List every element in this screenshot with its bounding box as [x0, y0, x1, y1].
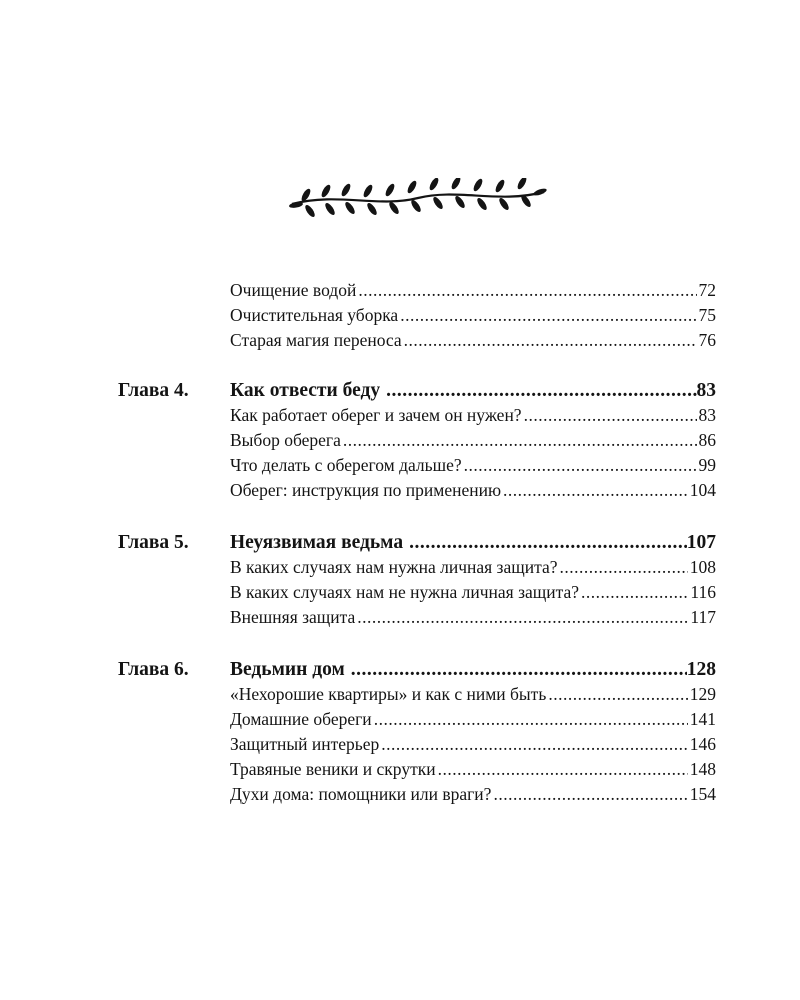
toc-item — [230, 784, 716, 808]
toc-item — [230, 557, 716, 581]
dot-leader — [386, 380, 696, 402]
toc-item — [230, 684, 716, 708]
toc-item-title: Старая магия переноса — [230, 330, 402, 350]
dot-leader — [493, 784, 687, 805]
dot-leader — [374, 709, 688, 730]
toc-item-page: 72 — [698, 280, 716, 300]
toc-item-page: 75 — [698, 305, 716, 325]
toc-item-title: Внешняя защита — [230, 607, 356, 627]
toc-item-page: 104 — [689, 480, 716, 500]
toc-item-page: 117 — [690, 607, 716, 627]
toc-item-title: «Нехорошие квартиры» и как с ними быть — [230, 684, 547, 704]
toc-item-title: Выбор оберега — [230, 430, 341, 450]
chapter-title: Как отвести беду — [230, 380, 381, 401]
toc-item-page: 146 — [689, 734, 716, 754]
toc-item — [230, 709, 716, 733]
toc-item-page: 148 — [689, 759, 716, 779]
chapter-title: Ведьмин дом — [230, 659, 345, 680]
dot-leader — [357, 607, 688, 628]
toc-item-title: Оберег: инструкция по применению — [230, 480, 502, 500]
laurel-ornament-icon — [288, 178, 548, 222]
chapter-heading — [230, 380, 716, 404]
dot-leader — [438, 759, 688, 780]
toc-item-page: 83 — [698, 405, 716, 425]
toc-item — [230, 455, 716, 479]
toc-item — [230, 280, 716, 304]
toc-item — [230, 582, 716, 606]
chapter-page: 107 — [686, 532, 716, 553]
toc-item — [230, 305, 716, 329]
toc-item-page: 99 — [698, 455, 716, 475]
toc-item-title: Очищение водой — [230, 280, 357, 300]
dot-leader — [358, 280, 696, 301]
dot-leader — [343, 430, 697, 451]
dot-leader — [464, 455, 697, 476]
chapter-heading — [230, 532, 716, 556]
toc-item-page: 154 — [689, 784, 716, 804]
dot-leader — [351, 659, 687, 681]
dot-leader — [409, 532, 687, 554]
dot-leader — [559, 557, 687, 578]
toc-item — [230, 480, 716, 504]
dot-leader — [404, 330, 697, 351]
toc-item-title: Духи дома: помощники или враги? — [230, 784, 492, 804]
dot-leader — [524, 405, 697, 426]
dot-leader — [503, 480, 688, 501]
chapter-title: Неуязвимая ведьма — [230, 532, 404, 553]
chapter-label: Глава 5. — [118, 532, 189, 553]
chapter-page: 128 — [686, 659, 716, 680]
toc-item — [230, 759, 716, 783]
toc-item — [230, 405, 716, 429]
toc-item — [230, 734, 716, 758]
dot-leader — [548, 684, 687, 705]
chapter-label: Глава 6. — [118, 659, 189, 680]
toc-item-page: 108 — [689, 557, 716, 577]
toc-item-title: Что делать с оберегом дальше? — [230, 455, 462, 475]
chapter-label: Глава 4. — [118, 380, 189, 401]
toc-item-page: 141 — [689, 709, 716, 729]
toc-item — [230, 330, 716, 354]
toc-item-title: Очистительная уборка — [230, 305, 399, 325]
toc-item-title: В каких случаях нам не нужна личная защита? — [230, 582, 579, 602]
toc-item — [230, 607, 716, 631]
toc-item-title: Защитный интерьер — [230, 734, 380, 754]
toc-item-page: 116 — [690, 582, 716, 602]
toc-item-title: Травяные веники и скрутки — [230, 759, 436, 779]
chapter-heading — [230, 659, 716, 683]
toc-item-title: В каких случаях нам нужна личная защита? — [230, 557, 558, 577]
toc-item — [230, 430, 716, 454]
dot-leader — [581, 582, 688, 603]
chapter-page: 83 — [696, 380, 716, 401]
toc-item-page: 129 — [689, 684, 716, 704]
toc-item-title: Домашние обереги — [230, 709, 372, 729]
dot-leader — [400, 305, 696, 326]
toc-item-page: 86 — [698, 430, 716, 450]
toc-item-title: Как работает оберег и зачем он нужен? — [230, 405, 522, 425]
dot-leader — [381, 734, 687, 755]
toc-item-page: 76 — [698, 330, 716, 350]
